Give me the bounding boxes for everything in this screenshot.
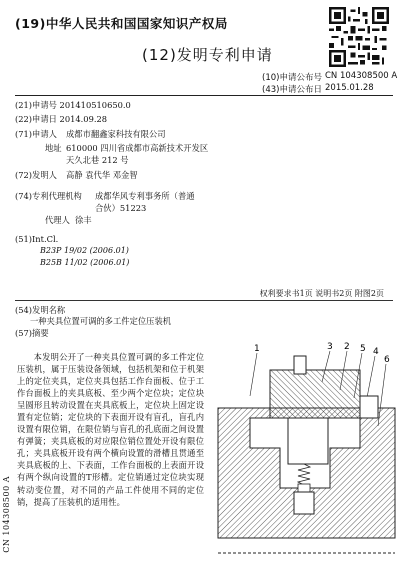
applicant-label: (71)申请人 [15,129,57,139]
figure-labels [254,342,390,365]
issuing-authority: (19)中华人民共和国国家知识产权局 [15,16,228,31]
applicant-name: 成都市翻鑫家科技有限公司 [66,129,166,139]
figure-1-drawing [210,338,402,571]
agent-label: 代理人 [45,215,70,225]
pub-date-label: (43)申请公布日 [262,85,322,95]
header-divider [15,95,393,96]
pub-date: 2015.01.28 [325,83,374,93]
application-number: (21)申请号 201410510650.0 [15,100,131,110]
ipc-class-2: B25B 11/02 (2006.01) [40,258,130,267]
agency-line-2: 合伙）51223 [95,203,147,213]
figure-label-5: 5 [360,344,366,354]
figure-label-2: 2 [344,342,350,352]
abstract-label: (57)摘要 [15,328,49,338]
biblio-divider [15,300,393,301]
side-publication-code: CN 104308500 A [2,476,11,553]
address-line-2: 天久北巷 212 号 [66,155,129,165]
figure-label-3: 3 [327,342,333,352]
address-label: 地址 [45,143,62,153]
agency-label: (74)专利代理机构 [15,191,82,201]
page-count-info: 权利要求书1页 说明书2页 附图2页 [259,289,384,298]
ipc-class-1: B23P 19/02 (2006.01) [40,246,129,255]
inventor-label: (72)发明人 [15,170,57,180]
qr-code-icon [329,7,389,67]
figure-label-6: 6 [384,355,390,365]
pub-number-label: (10)申请公布号 [262,73,322,83]
figure-label-4: 4 [373,347,379,357]
agent-name: 徐丰 [75,215,92,225]
title-label: (54)发明名称 [15,305,66,315]
invention-title: 一种夹具位置可调的多工件定位压装机 [30,316,172,326]
address-line-1: 610000 四川省成都市高新技术开发区 [66,143,209,153]
int-cl-label: (51)Int.Cl. [15,234,59,244]
application-date: (22)申请日 2014.09.28 [15,114,108,124]
pub-number: CN 104308500 A [325,71,398,81]
agency-line-1: 成都华风专利事务所（普通 [95,191,195,201]
document-type-title: (12)发明专利申请 [142,46,273,64]
inventor-names: 高静 袁代华 邓金智 [66,170,138,180]
abstract-text: 本发明公开了一种夹具位置可调的多工件定位压装机，属于压装设备领域，包括机架和位于机架上的定位夹具，定位夹具包括工作台面板、位于工作台面板上的夹具底板、至少两个定位块；定位块呈圆形且转动设置在夹具底板上，定位块上固定设置有定位销；定位块的下表面开设有盲孔，盲孔内设置有限位销，在限位销与盲孔的孔底面之间设置有弹簧；夹具底板的对应限位销位置处开设有限位孔；夹具底板开设有两个横向设置的滑槽且贯通至夹具底板的上、下表面，工作台面板的上表面开设有两个纵向设置的T形槽。定位销通过定位块实现转动变位置，对不同的产品工件使用不同的定位销，提高了压装机的适用性。 [17,352,204,507]
figure-label-1: 1 [254,344,260,354]
